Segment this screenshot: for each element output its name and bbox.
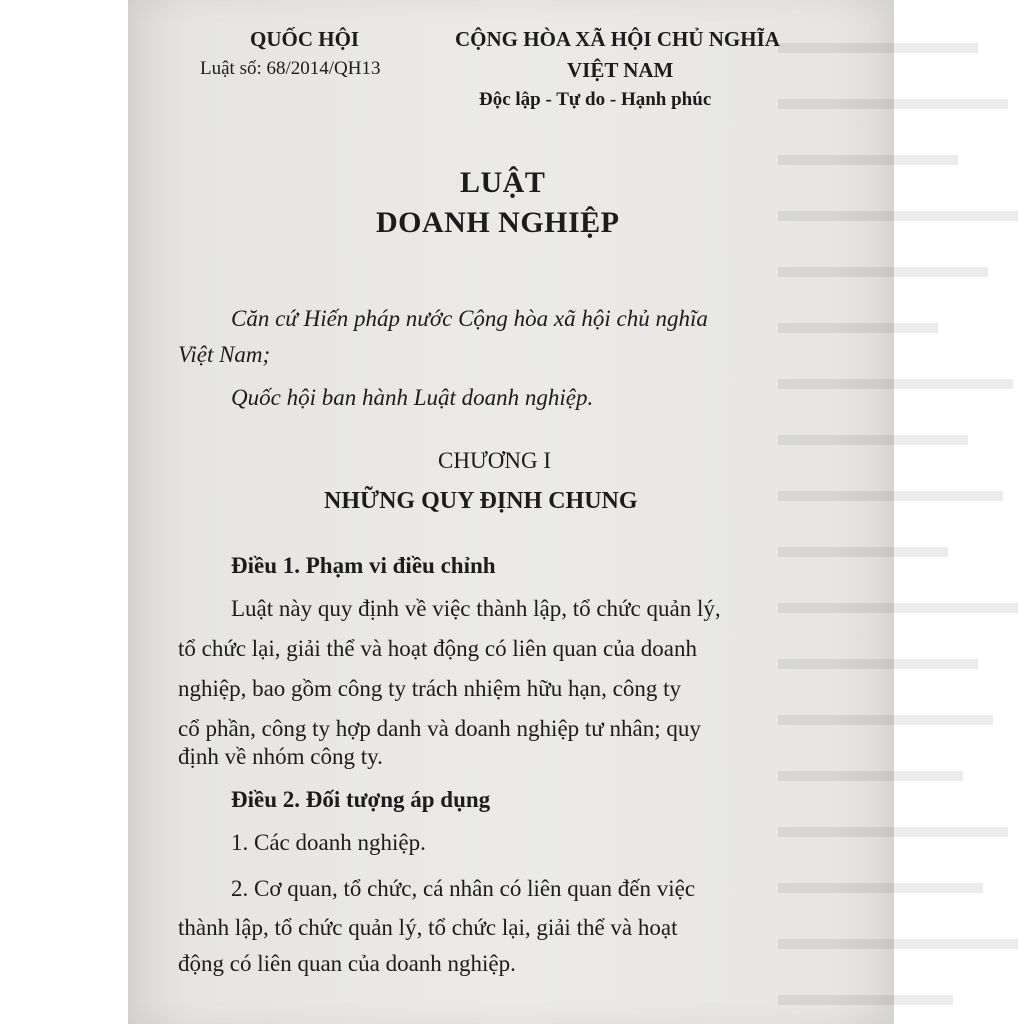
article-1-line: Luật này quy định về việc thành lập, tổ chức quản lý, xyxy=(231,596,721,621)
preamble-line3: Quốc hội ban hành Luật doanh nghiệp. xyxy=(231,385,594,410)
preamble-line2: Việt Nam; xyxy=(178,342,271,367)
article-2-item-1: 1. Các doanh nghiệp. xyxy=(231,830,426,855)
header-motto: Độc lập - Tự do - Hạnh phúc xyxy=(479,89,712,110)
article-1-heading: Điều 1. Phạm vi điều chỉnh xyxy=(231,553,496,578)
article-2-item-2-line: thành lập, tổ chức quản lý, tổ chức lại, giải thể và hoạt xyxy=(178,915,678,940)
law-title-line1: LUẬT xyxy=(460,166,546,199)
article-1-line: cổ phần, công ty hợp danh và doanh nghiệp tư nhân; quy xyxy=(178,716,701,741)
law-number: Luật số: 68/2014/QH13 xyxy=(200,58,381,79)
chapter-title: NHỮNG QUY ĐỊNH CHUNG xyxy=(324,488,638,514)
article-2-item-2-line: động có liên quan của doanh nghiệp. xyxy=(178,951,516,976)
bleed-through-texture xyxy=(778,20,1024,1020)
article-2-item-2-line: 2. Cơ quan, tổ chức, cá nhân có liên quan đến việc xyxy=(231,876,696,901)
article-1-line: định về nhóm công ty. xyxy=(178,744,383,769)
law-title-line2: DOANH NGHIỆP xyxy=(376,206,620,239)
header-republic-line1: CỘNG HÒA XÃ HỘI CHỦ NGHĨA xyxy=(455,27,780,51)
chapter-number: CHƯƠNG I xyxy=(438,448,552,473)
article-1-line: nghiệp, bao gồm công ty trách nhiệm hữu hạn, công ty xyxy=(178,676,682,701)
article-2-heading: Điều 2. Đối tượng áp dụng xyxy=(231,787,491,812)
header-org: QUỐC HỘI xyxy=(250,27,360,51)
article-1-line: tổ chức lại, giải thể và hoạt động có liên quan của doanh xyxy=(178,636,697,661)
preamble-line1: Căn cứ Hiến pháp nước Cộng hòa xã hội chủ nghĩa xyxy=(231,306,708,331)
header-republic-line2: VIỆT NAM xyxy=(567,58,674,82)
